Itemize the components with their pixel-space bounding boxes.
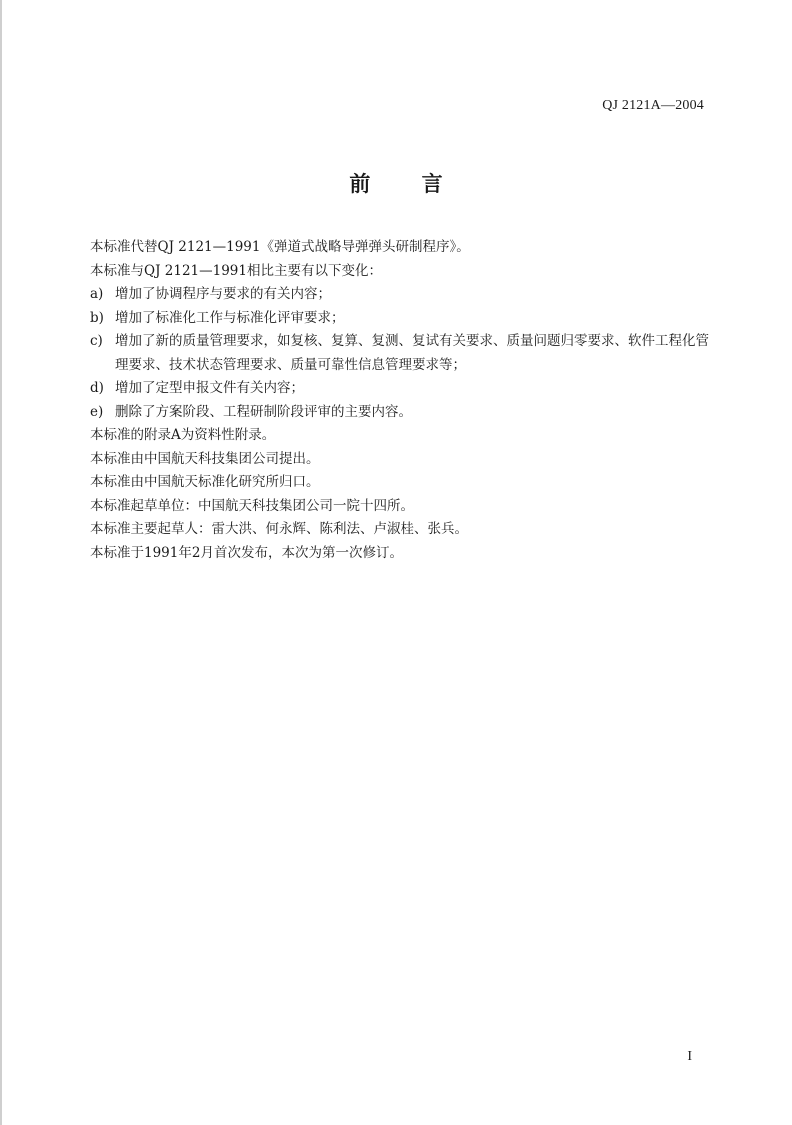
item-text: 增加了定型申报文件有关内容； [115,380,304,396]
note-administrator: 本标准由中国航天标准化研究所归口。 [90,474,320,490]
item-text: 增加了标准化工作与标准化评审要求； [115,309,345,326]
item-marker: c) [90,333,103,349]
note-proposer: 本标准由中国航天科技集团公司提出。 [90,450,320,467]
change-item-c [90,330,720,377]
item-marker: a) [90,286,104,302]
item-text: 增加了新的质量管理要求，如复核、复算、复测、复试有关要求、质量问题归零要求、软件工程化管理要求、技术状态管理要求、质量可靠性信息管理要求等； [115,333,709,373]
page-title: 前 言 [349,171,465,196]
change-item-e [90,401,720,425]
intro-line-replaces: 本标准代替QJ 2121—1991《弹道式战略导弹弹头研制程序》。 [90,239,470,255]
item-marker: b) [90,309,104,326]
change-item-d [90,377,720,401]
note-history: 本标准于1991年2月首次发布，本次为第一次修订。 [90,544,403,561]
intro-line-changes: 本标准与QJ 2121—1991相比主要有以下变化： [90,262,382,279]
note-drafting-unit: 本标准起草单位：中国航天科技集团公司一院十四所。 [90,497,414,514]
note-appendix: 本标准的附录A为资料性附录。 [90,427,276,443]
item-marker: d) [90,380,104,396]
foreword-body [90,236,720,565]
change-item-b [90,307,720,331]
item-text: 增加了协调程序与要求的有关内容； [115,286,331,302]
change-item-a [90,283,720,307]
document-number: QJ 2121A—2004 [602,98,704,113]
item-text: 删除了方案阶段、工程研制阶段评审的主要内容。 [115,403,412,420]
page-number: I [687,1049,692,1064]
item-marker: e) [90,403,104,420]
note-drafters: 本标准主要起草人：雷大洪、何永辉、陈利法、卢淑桂、张兵。 [90,521,468,537]
